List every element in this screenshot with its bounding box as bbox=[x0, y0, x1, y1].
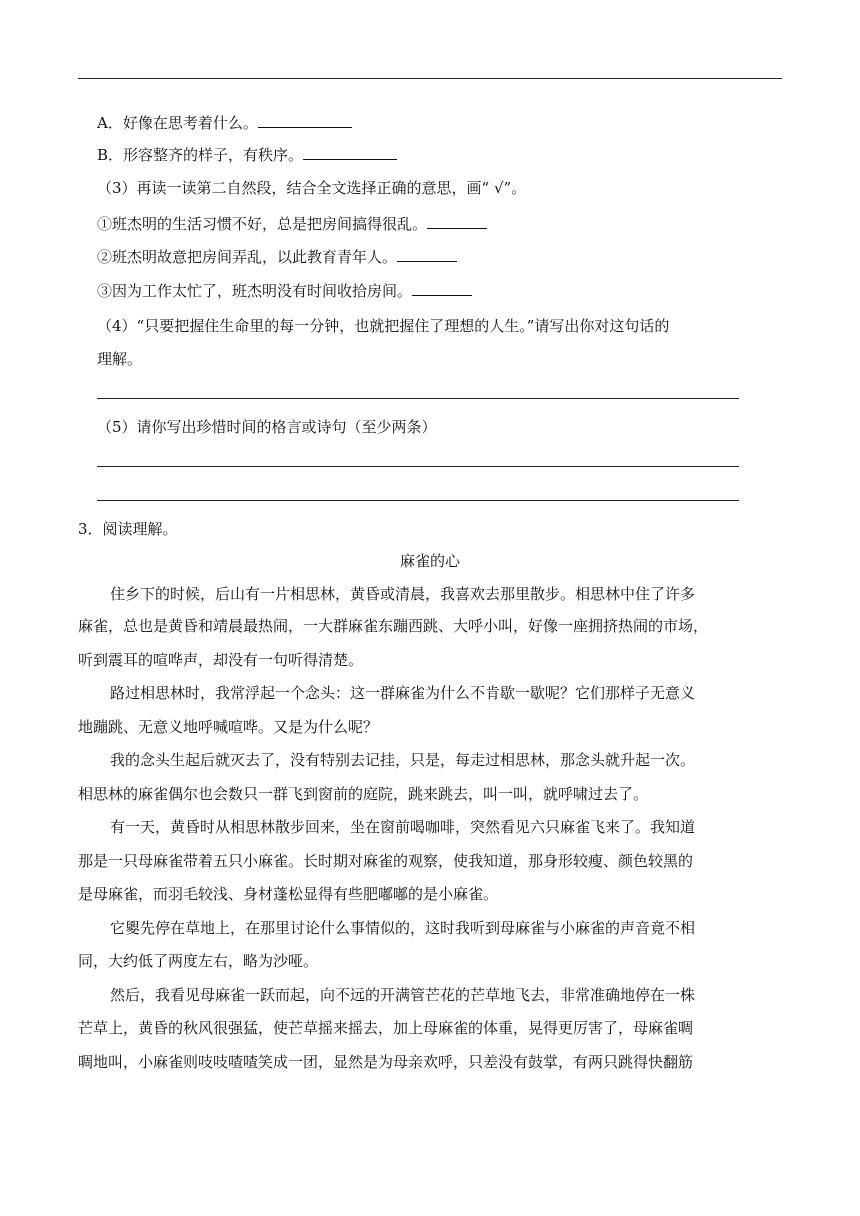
passage-line: 地蹦跳、无意义地呼喊喧哗。又是为什么呢？ bbox=[78, 718, 379, 736]
passage-line: 有一天，黄昏时从相思林散步回来，坐在窗前喝咖啡，突然看见六只麻雀飞来了。我知道 bbox=[110, 818, 696, 836]
passage-line: 是母麻雀，而羽毛较浅、身材蓬松显得有些肥嘟嘟的是小麻雀。 bbox=[78, 885, 499, 903]
passage-line: 芒草上，黄昏的秋风很强猛，使芒草摇来摇去，加上母麻雀的体重，晃得更厉害了，母麻雀啁 bbox=[78, 1019, 694, 1037]
passage-line: 路过相思林时，我常浮起一个念头：这一群麻雀为什么不肯歇一歇呢？它们那样子无意义 bbox=[110, 684, 696, 702]
answer-item-b bbox=[97, 145, 397, 165]
answer-line-q5-1[interactable] bbox=[97, 466, 739, 467]
answer-blank-a[interactable] bbox=[258, 113, 352, 128]
passage-line: 我的念头生起后就灭去了，没有特别去记挂，只是，每走过相思林，那念头就升起一次。 bbox=[110, 751, 696, 769]
passage-line: 麻雀，总也是黄昏和靖晨最热闹，一大群麻雀东蹦西跳、大呼小叫，好像一座拥挤热闹的市场， bbox=[78, 617, 709, 635]
option-3 bbox=[97, 281, 472, 301]
passage-line: 住乡下的时候，后山有一片相思林，黄昏或清晨，我喜欢去那里散步。相思林中住了许多 bbox=[110, 585, 696, 603]
header-rule bbox=[78, 78, 782, 79]
passage-line: 啁地叫，小麻雀则吱吱喳喳笑成一团，显然是为母亲欢呼，只差没有鼓掌，有两只跳得快翻筋 bbox=[78, 1053, 694, 1071]
answer-blank-b[interactable] bbox=[303, 145, 397, 160]
option-2-text: ②班杰明故意把房间弄乱，以此教育青年人。 bbox=[97, 248, 398, 266]
option-1-blank[interactable] bbox=[427, 214, 487, 229]
option-2-blank[interactable] bbox=[397, 247, 457, 262]
question-3: （3）再读一读第二自然段，结合全文选择正确的意思，画“ √”。 bbox=[97, 179, 527, 197]
answer-line-q4[interactable] bbox=[97, 398, 739, 399]
question-5: （5）请你写出珍惜时间的格言或诗句（至少两条） bbox=[97, 418, 437, 436]
section-heading: 3．阅读理解。 bbox=[78, 520, 178, 538]
option-1-text: ①班杰明的生活习惯不好，总是把房间搞得很乱。 bbox=[97, 215, 428, 233]
option-2 bbox=[97, 247, 457, 267]
item-a-text: A．好像在思考着什么。 bbox=[97, 114, 258, 132]
passage-line: 然后，我看见母麻雀一跃而起，向不远的开满管芒花的芒草地飞去，非常准确地停在一株 bbox=[110, 986, 696, 1004]
option-3-blank[interactable] bbox=[412, 281, 472, 296]
passage-line: 那是一只母麻雀带着五只小麻雀。长时期对麻雀的观察，使我知道，那身形较瘦、颜色较黑的 bbox=[78, 852, 694, 870]
passage-line: 听到震耳的喧哗声，却没有一句听得清楚。 bbox=[78, 651, 364, 669]
answer-item-a bbox=[97, 113, 352, 133]
passage-title: 麻雀的心 bbox=[399, 552, 460, 570]
passage-line: 相思林的麻雀偶尔也会数只一群飞到窗前的庭院，跳来跳去，叫一叫，就呼啸过去了。 bbox=[78, 785, 649, 803]
item-b-text: B．形容整齐的样子，有秩序。 bbox=[97, 146, 304, 164]
option-3-text: ③因为工作太忙了，班杰明没有时间收拾房间。 bbox=[97, 282, 413, 300]
option-1 bbox=[97, 214, 487, 234]
question-4-line1: （4）“只要把握住生命里的每一分钟，也就把握住了理想的人生。”请写出你对这句话的 bbox=[97, 317, 670, 335]
passage-line: 同，大约低了两度左右，略为沙哑。 bbox=[78, 952, 319, 970]
passage-line: 它夓先停在草地上，在那里讨论什么事情似的，这时我听到母麻雀与小麻雀的声音竟不相 bbox=[110, 919, 696, 937]
question-4-line2: 理解。 bbox=[97, 350, 143, 368]
answer-line-q5-2[interactable] bbox=[97, 500, 739, 501]
